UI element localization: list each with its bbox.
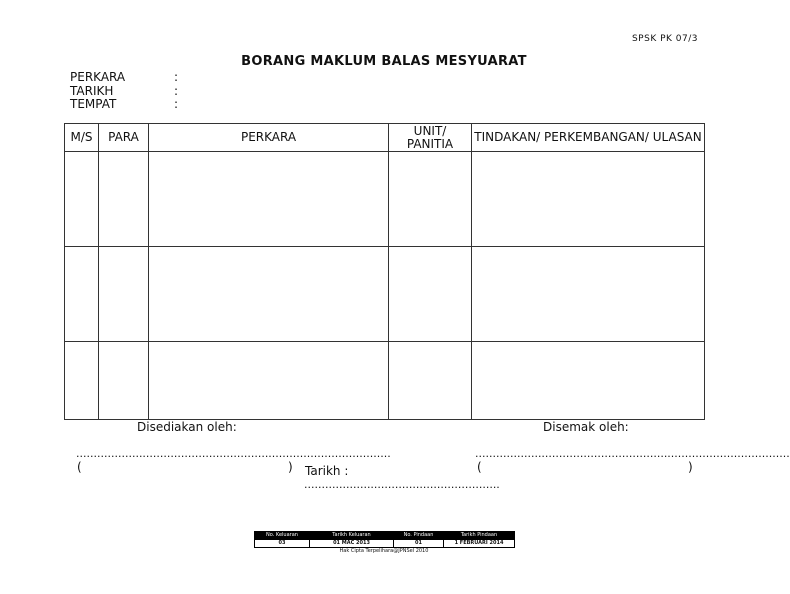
checked-by-label: Disemak oleh: bbox=[543, 420, 629, 434]
meta-colon-tarikh: : bbox=[174, 84, 179, 98]
revision-header: Tarikh Pindaan bbox=[444, 532, 515, 540]
header-ms: M/S bbox=[65, 124, 99, 152]
prepared-open-paren: ( bbox=[77, 460, 82, 474]
revision-value: 1 FEBRUARI 2014 bbox=[444, 540, 515, 548]
meta-colon-perkara: : bbox=[174, 70, 179, 84]
meta-colon-tempat: : bbox=[174, 97, 179, 111]
revision-header-row bbox=[255, 532, 515, 540]
cell-unit[interactable] bbox=[389, 152, 472, 247]
date-line[interactable]: ........................................................ bbox=[304, 478, 500, 491]
header-para: PARA bbox=[99, 124, 149, 152]
cell-tindakan[interactable] bbox=[472, 152, 705, 247]
meta-label-tarikh: TARIKH bbox=[70, 84, 114, 98]
revision-value: 01 bbox=[394, 540, 444, 548]
cell-para[interactable] bbox=[99, 152, 149, 247]
header-tindakan: TINDAKAN/ PERKEMBANGAN/ ULASAN bbox=[472, 124, 705, 152]
cell-ms[interactable] bbox=[65, 342, 99, 420]
feedback-table bbox=[64, 123, 705, 420]
cell-perkara[interactable] bbox=[149, 152, 389, 247]
form-title: BORANG MAKLUM BALAS MESYUARAT bbox=[241, 54, 527, 69]
cell-ms[interactable] bbox=[65, 152, 99, 247]
table-row bbox=[65, 152, 705, 247]
prepared-close-paren: ) bbox=[288, 460, 293, 474]
revision-table bbox=[254, 531, 515, 548]
cell-perkara[interactable] bbox=[149, 342, 389, 420]
revision-values-row bbox=[255, 540, 515, 548]
form-code: SPSK PK 07/3 bbox=[631, 34, 698, 44]
cell-unit[interactable] bbox=[389, 247, 472, 342]
cell-ms[interactable] bbox=[65, 247, 99, 342]
header-perkara: PERKARA bbox=[149, 124, 389, 152]
revision-header: Tarikh Keluaran bbox=[310, 532, 394, 540]
cell-tindakan[interactable] bbox=[472, 342, 705, 420]
table-row bbox=[65, 342, 705, 420]
revision-value: 03 bbox=[255, 540, 310, 548]
revision-header: No. Keluaran bbox=[255, 532, 310, 540]
cell-para[interactable] bbox=[99, 247, 149, 342]
cell-unit[interactable] bbox=[389, 342, 472, 420]
checked-open-paren: ( bbox=[477, 460, 482, 474]
date-label: Tarikh : bbox=[305, 464, 349, 478]
table-header-row bbox=[65, 124, 705, 152]
revision-value: 01 MAC 2013 bbox=[310, 540, 394, 548]
meta-label-perkara: PERKARA bbox=[70, 70, 126, 84]
table-row bbox=[65, 247, 705, 342]
cell-para[interactable] bbox=[99, 342, 149, 420]
checked-signature-line[interactable]: .......................................................................................... bbox=[475, 447, 790, 460]
header-unit-panitia: UNIT/ PANITIA bbox=[389, 124, 472, 152]
prepared-by-label: Disediakan oleh: bbox=[137, 420, 237, 434]
meta-label-tempat: TEMPAT bbox=[70, 97, 117, 111]
cell-perkara[interactable] bbox=[149, 247, 389, 342]
revision-header: No. Pindaan bbox=[394, 532, 444, 540]
cell-tindakan[interactable] bbox=[472, 247, 705, 342]
copyright-notice: Hak Cipta Terpelihara@JPNSel 2010 bbox=[339, 548, 429, 554]
checked-close-paren: ) bbox=[688, 460, 693, 474]
prepared-signature-line[interactable]: .......................................................................................... bbox=[76, 447, 391, 460]
